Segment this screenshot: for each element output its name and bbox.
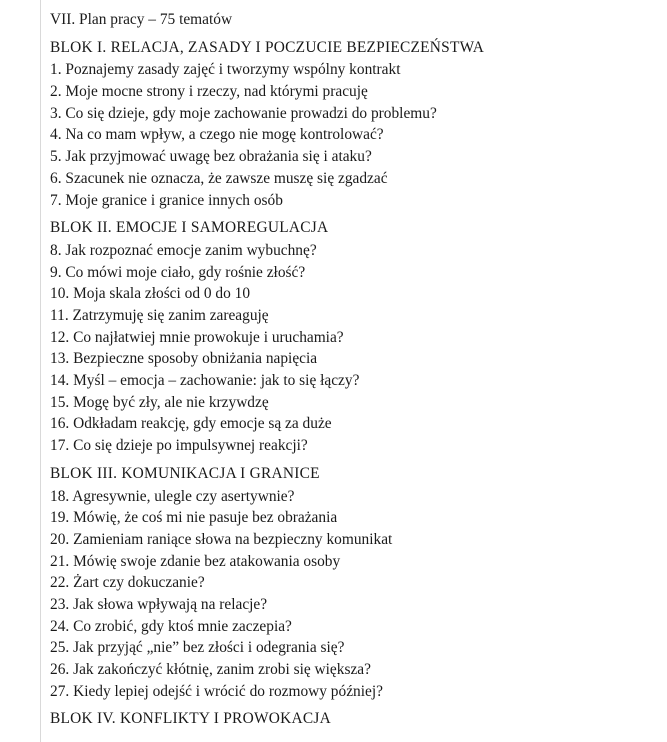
topic-item: 20. Zamieniam raniące słowa na bezpieczny komunikat bbox=[50, 530, 393, 548]
topic-list bbox=[50, 486, 660, 703]
block-2 bbox=[50, 217, 660, 457]
page-margin-line bbox=[40, 0, 41, 742]
block-heading: BLOK III. KOMUNIKACJA I GRANICE bbox=[50, 464, 320, 482]
topic-item: 10. Moja skala złości od 0 do 10 bbox=[50, 285, 251, 303]
topic-item: 15. Mogę być zły, ale nie krzywdzę bbox=[50, 393, 269, 411]
topic-item: 24. Co zrobić, gdy ktoś mnie zaczepia? bbox=[50, 617, 292, 635]
topic-list bbox=[50, 240, 660, 457]
document-body bbox=[50, 9, 660, 731]
topic-item: 4. Na co mam wpływ, a czego nie mogę kontrolować? bbox=[50, 126, 384, 144]
topic-item: 18. Agresywnie, ulegle czy asertywnie? bbox=[50, 487, 295, 505]
topic-item: 27. Kiedy lepiej odejść i wrócić do rozmowy później? bbox=[50, 682, 383, 700]
topic-list bbox=[50, 59, 660, 211]
topic-item: 5. Jak przyjmować uwagę bez obrażania się i ataku? bbox=[50, 148, 372, 166]
block-3 bbox=[50, 463, 660, 703]
topic-item: 16. Odkładam reakcję, gdy emocje są za duże bbox=[50, 415, 332, 433]
topic-item: 8. Jak rozpoznać emocje zanim wybuchnę? bbox=[50, 241, 317, 259]
topic-item: 22. Żart czy dokuczanie? bbox=[50, 574, 205, 592]
topic-item: 1. Poznajemy zasady zajęć i tworzymy wspólny kontrakt bbox=[50, 61, 401, 79]
topic-item: 9. Co mówi moje ciało, gdy rośnie złość? bbox=[50, 263, 306, 281]
topic-item: 3. Co się dzieje, gdy moje zachowanie prowadzi do problemu? bbox=[50, 104, 437, 122]
block-heading: BLOK II. EMOCJE I SAMOREGULACJA bbox=[50, 219, 329, 237]
block-heading: BLOK IV. KONFLIKTY I PROWOKACJA bbox=[50, 710, 331, 728]
topic-item: 23. Jak słowa wpływają na relacje? bbox=[50, 595, 268, 613]
topic-item: 7. Moje granice i granice innych osób bbox=[50, 191, 283, 209]
topic-item: 26. Jak zakończyć kłótnię, zanim zrobi się większa? bbox=[50, 661, 371, 678]
topic-item: 14. Myśl – emocja – zachowanie: jak to się łączy? bbox=[50, 372, 360, 390]
block-heading: BLOK I. RELACJA, ZASADY I POCZUCIE BEZPIECZEŃSTWA bbox=[50, 38, 485, 56]
topic-item: 11. Zatrzymuję się zanim zareaguję bbox=[50, 306, 269, 324]
topic-item: 6. Szacunek nie oznacza, że zawsze muszę się zgadzać bbox=[50, 169, 388, 187]
topic-item: 17. Co się dzieje po impulsywnej reakcji? bbox=[50, 437, 308, 455]
topic-item: 19. Mówię, że coś mi nie pasuje bez obrażania bbox=[50, 509, 338, 527]
topic-item: 12. Co najłatwiej mnie prowokuje i uruchamia? bbox=[50, 328, 344, 346]
block-1 bbox=[50, 37, 660, 212]
topic-item: 13. Bezpieczne sposoby obniżania napięcia bbox=[50, 350, 318, 368]
topic-item: 21. Mówię swoje zdanie bez atakowania osoby bbox=[50, 552, 341, 570]
plan-title: VII. Plan pracy – 75 tematów bbox=[50, 11, 233, 28]
topic-item: 2. Moje mocne strony i rzeczy, nad którymi pracuję bbox=[50, 83, 368, 101]
topic-item: 25. Jak przyjąć „nie” bez złości i odegrania się? bbox=[50, 639, 345, 657]
block-4 bbox=[50, 708, 660, 730]
